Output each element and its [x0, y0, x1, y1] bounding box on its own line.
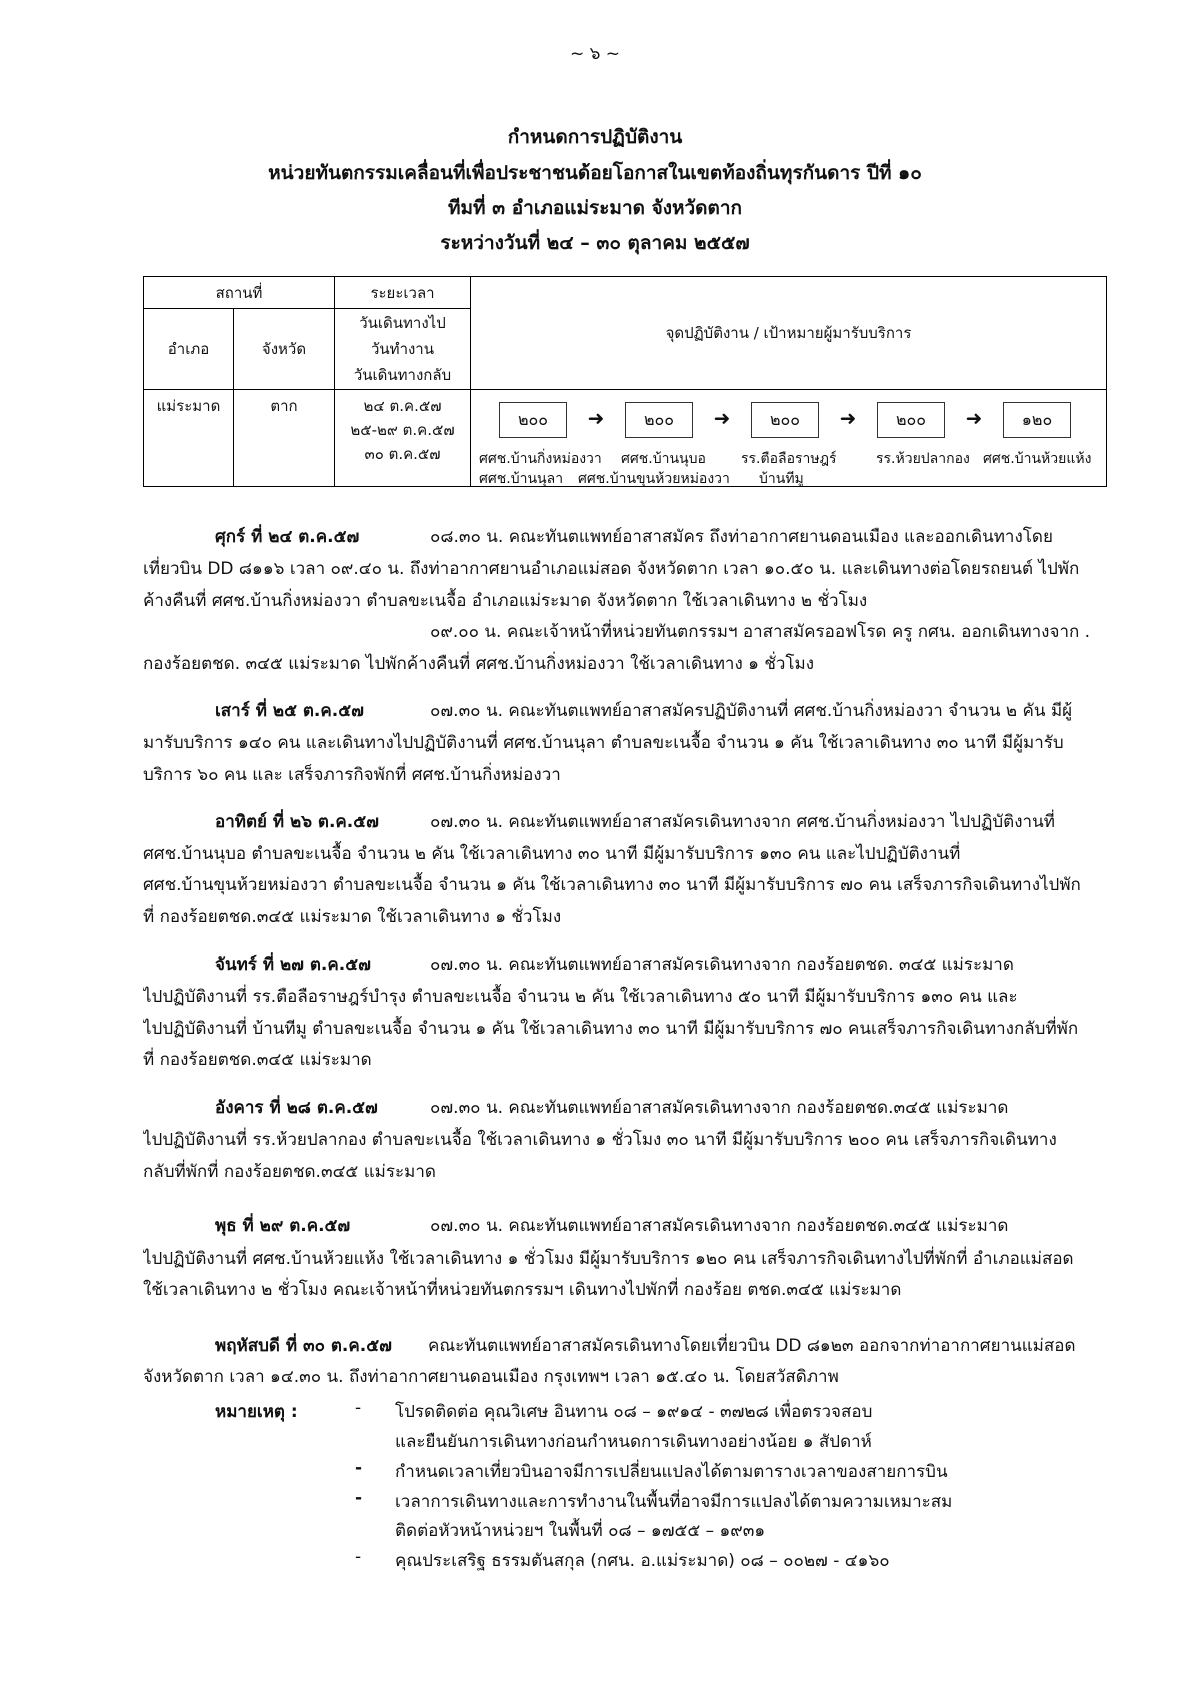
target-box: ๑๒๐	[1003, 402, 1071, 438]
schedule-table	[143, 276, 1107, 487]
schedule-line: ไปปฏิบัติงานที่ รร.ตือลือราษฎร์บำรุง ตำบลขะเนจื้อ จำนวน ๒ คัน ใช้เวลาเดินทาง ๕๐ นาที มีผู้มารับบริการ ๑๓๐ คน และ	[143, 987, 1018, 1007]
header-day-work: วันทำงาน	[371, 340, 434, 358]
schedule-line: ไปปฏิบัติงานที่ บ้านทีมู ตำบลขะเนจื้อ จำนวน ๑ คัน ใช้เวลาเดินทาง ๓๐ นาที มีผู้มารับบริการ ๗๐ คนเสร็จภารกิจเดินทางกลับที่พัก	[143, 1019, 1079, 1039]
page-number: ~ ๖ ~	[569, 44, 621, 64]
schedule-line: ไปปฏิบัติงานที่ ศศช.บ้านห้วยแห้ง ใช้เวลาเดินทาง ๑ ชั่วโมง มีผู้มารับบริการ ๑๒๐ คน เสร็จภารกิจเดินทางไปที่พักที่ อำเภอแม่สอด	[143, 1249, 1074, 1269]
schedule-line: ไปปฏิบัติงานที่ รร.ห้วยปลากอง ตำบลขะเนจื้อ ใช้เวลาเดินทาง ๑ ชั่วโมง ๓๐ นาที มีผู้มารับบริการ ๒๐๐ คน เสร็จภารกิจเดินทาง	[143, 1130, 1057, 1150]
schedule-day-label: อาทิตย์ ที่ ๒๖ ต.ค.๕๗	[215, 812, 379, 832]
target-box: ๒๐๐	[499, 402, 567, 438]
schedule-line: ๐๗.๓๐ น. คณะทันตแพทย์อาสาสมัครเดินทางจาก ศศช.บ้านกิ่งหม่องวา ไปปฏิบัติงานที่	[430, 812, 1055, 832]
remarks-label: หมายเหตุ :	[215, 1402, 298, 1422]
location-label: ศศช.บ้านกิ่งหม่องวา	[479, 451, 602, 467]
remark-line: ติดต่อหัวหน้าหน่วยฯ ในพื้นที่ ๐๘ – ๑๗๕๕ – ๑๙๓๑	[395, 1521, 766, 1541]
date-return: ๓๐ ต.ค.๕๗	[364, 445, 441, 463]
schedule-line: ใช้เวลาเดินทาง ๒ ชั่วโมง คณะเจ้าหน้าที่หน่วยทันตกรรมฯ เดินทางไปพักที่ กองร้อย ตชด.๓๔๕ แม่ระมาด	[143, 1280, 902, 1300]
header-period: ระยะเวลา	[335, 277, 471, 309]
header-day-go: วันเดินทางไป	[359, 314, 446, 332]
schedule-line: ๐๙.๐๐ น. คณะเจ้าหน้าที่หน่วยทันตกรรมฯ อาสาสมัครออฟโรด ครู กศน. ออกเดินทางจาก .	[430, 622, 1091, 642]
schedule-day-label: ศุกร์ ที่ ๒๔ ต.ค.๕๗	[215, 527, 360, 547]
title-line: กำหนดการปฏิบัติงาน	[507, 126, 683, 148]
schedule-line: คณะทันตแพทย์อาสาสมัครเดินทางโดยเที่ยวบิน DD ๘๑๒๓ ออกจากท่าอากาศยานแม่สอด	[428, 1336, 1076, 1356]
schedule-line: ๐๗.๓๐ น. คณะทันตแพทย์อาสาสมัครเดินทางจาก กองร้อยตชด.๓๔๕ แม่ระมาด	[430, 1098, 1009, 1118]
schedule-line: ที่ กองร้อยตชด.๓๔๕ แม่ระมาด	[143, 1050, 372, 1070]
cell-province: ตาก	[234, 390, 335, 487]
target-box: ๒๐๐	[877, 402, 945, 438]
cell-dates	[335, 390, 471, 487]
remark-bullet: -	[355, 1547, 362, 1567]
remark-line: คุณประเสริฐ ธรรมตันสกุล (กศน. อ.แม่ระมาด) ๐๘ – ๐๐๒๗ - ๔๑๖๐	[395, 1551, 890, 1571]
remark-bullet: -	[355, 1488, 363, 1508]
schedule-day-label: พุธ ที่ ๒๙ ต.ค.๕๗	[215, 1216, 351, 1236]
right-arrow-icon: ➜	[587, 406, 605, 430]
location-label: ศศช.บ้านห้วยแห้ง	[983, 451, 1092, 467]
location-label: รร.ห้วยปลากอง	[876, 451, 970, 467]
target-box: ๒๐๐	[751, 402, 819, 438]
remark-bullet: -	[355, 1458, 363, 1478]
schedule-day-label: พฤหัสบดี ที่ ๓๐ ต.ค.๕๗	[215, 1336, 392, 1356]
cell-amphoe: แม่ระมาด	[144, 390, 234, 487]
header-province: จังหวัด	[234, 309, 335, 390]
right-arrow-icon: ➜	[965, 406, 983, 430]
schedule-line: ศศช.บ้านนุบอ ตำบลขะเนจื้อ จำนวน ๒ คัน ใช้เวลาเดินทาง ๓๐ นาที มีผู้มารับบริการ ๑๓๐ คน และไปปฏิบัติงานที่	[143, 844, 961, 864]
remark-line: โปรดติดต่อ คุณวิเศษ อินทาน ๐๘ – ๑๙๑๔ - ๓๗๒๘ เพื่อตรวจสอบ	[395, 1402, 873, 1422]
location-label: ศศช.บ้านนุบอ	[621, 451, 706, 467]
cell-targets	[471, 390, 1107, 487]
schedule-line: ๐๘.๓๐ น. คณะทันตแพทย์อาสาสมัคร ถึงท่าอากาศยานดอนเมือง และออกเดินทางโดย	[430, 527, 1053, 547]
title-line: ระหว่างวันที่ ๒๔ – ๓๐ ตุลาคม ๒๕๕๗	[440, 232, 750, 254]
location-label: ศศช.บ้านนุลา	[479, 471, 564, 487]
target-flow	[499, 402, 1071, 438]
schedule-line: ที่ กองร้อยตชด.๓๔๕ แม่ระมาด ใช้เวลาเดินทาง ๑ ชั่วโมง	[143, 907, 562, 927]
location-label: บ้านทีมู	[759, 471, 804, 487]
schedule-day-label: เสาร์ ที่ ๒๕ ต.ค.๕๗	[215, 701, 364, 721]
schedule-line: ๐๗.๓๐ น. คณะทันตแพทย์อาสาสมัครปฏิบัติงานที่ ศศช.บ้านกิ่งหม่องวา จำนวน ๒ คัน มีผู้	[430, 701, 1073, 721]
remark-line: กำหนดเวลาเที่ยวบินอาจมีการเปลี่ยนแปลงได้ตามตารางเวลาของสายการบิน	[395, 1462, 948, 1482]
schedule-line: กลับที่พักที่ กองร้อยตชด.๓๔๕ แม่ระมาด	[143, 1162, 436, 1182]
right-arrow-icon: ➜	[713, 406, 731, 430]
schedule-line: ค้างคืนที่ ศศช.บ้านกิ่งหม่องวา ตำบลขะเนจื้อ อำเภอแม่ระมาด จังหวัดตาก ใช้เวลาเดินทาง ๒ ชั่วโมง	[143, 591, 868, 611]
schedule-line: กองร้อยตชด. ๓๔๕ แม่ระมาด ไปพักค้างคืนที่ ศศช.บ้านกิ่งหม่องวา ใช้เวลาเดินทาง ๑ ชั่วโมง	[143, 654, 815, 674]
title-line: ทีมที่ ๓ อำเภอแม่ระมาด จังหวัดตาก	[447, 197, 743, 219]
right-arrow-icon: ➜	[839, 406, 857, 430]
header-days	[335, 309, 471, 390]
title-line: หน่วยทันตกรรมเคลื่อนที่เพื่อประชาชนด้อยโอกาสในเขตท้องถิ่นทุรกันดาร ปีที่ ๑๐	[268, 162, 922, 184]
schedule-line: ๐๗.๓๐ น. คณะทันตแพทย์อาสาสมัครเดินทางจาก กองร้อยตชด. ๓๔๕ แม่ระมาด	[430, 955, 1014, 975]
header-day-return: วันเดินทางกลับ	[353, 366, 452, 384]
header-amphoe: อำเภอ	[144, 309, 234, 390]
target-box: ๒๐๐	[625, 402, 693, 438]
header-points: จุดปฏิบัติงาน / เป้าหมายผู้มารับบริการ	[471, 277, 1107, 390]
remark-line: และยืนยันการเดินทางก่อนกำหนดการเดินทางอย่างน้อย ๑ สัปดาห์	[395, 1432, 872, 1452]
location-label: รร.ตือลือราษฎร์	[741, 451, 837, 467]
remark-bullet: -	[355, 1398, 362, 1418]
schedule-line: เที่ยวบิน DD ๘๑๑๖ เวลา ๐๙.๔๐ น. ถึงท่าอากาศยานอำเภอแม่สอด จังหวัดตาก เวลา ๑๐.๕๐ น. และเดินทางต่อโดยรถยนต์ ไปพัก	[143, 559, 1080, 579]
remark-line: เวลาการเดินทางและการทำงานในพื้นที่อาจมีการแปลงได้ตามความเหมาะสม	[395, 1492, 953, 1512]
schedule-line: จังหวัดตาก เวลา ๑๔.๓๐ น. ถึงท่าอากาศยานดอนเมือง กรุงเทพฯ เวลา ๑๕.๔๐ น. โดยสวัสดิภาพ	[143, 1367, 839, 1387]
schedule-line: ศศช.บ้านขุนห้วยหม่องวา ตำบลขะเนจื้อ จำนวน ๑ คัน ใช้เวลาเดินทาง ๓๐ นาที มีผู้มารับบริการ ๗๐ คน เสร็จภารกิจเดินทางไปพัก	[143, 875, 1081, 895]
schedule-line: ๐๗.๓๐ น. คณะทันตแพทย์อาสาสมัครเดินทางจาก กองร้อยตชด.๓๔๕ แม่ระมาด	[430, 1216, 1009, 1236]
schedule-day-label: อังคาร ที่ ๒๘ ต.ค.๕๗	[215, 1098, 378, 1118]
schedule-line: บริการ ๖๐ คน และ เสร็จภารกิจพักที่ ศศช.บ้านกิ่งหม่องวา	[143, 765, 561, 785]
date-work: ๒๕-๒๙ ต.ค.๕๗	[350, 421, 455, 439]
schedule-line: มารับบริการ ๑๔๐ คน และเดินทางไปปฏิบัติงานที่ ศศช.บ้านนุลา ตำบลขะเนจื้อ จำนวน ๑ คัน ใช้เวลาเดินทาง ๓๐ นาที มีผู้มารับ	[143, 733, 1064, 753]
location-label: ศศช.บ้านขุนห้วยหม่องวา	[578, 471, 730, 487]
date-go: ๒๔ ต.ค.๕๗	[363, 397, 442, 415]
header-place: สถานที่	[144, 277, 335, 309]
schedule-day-label: จันทร์ ที่ ๒๗ ต.ค.๕๗	[215, 955, 371, 975]
